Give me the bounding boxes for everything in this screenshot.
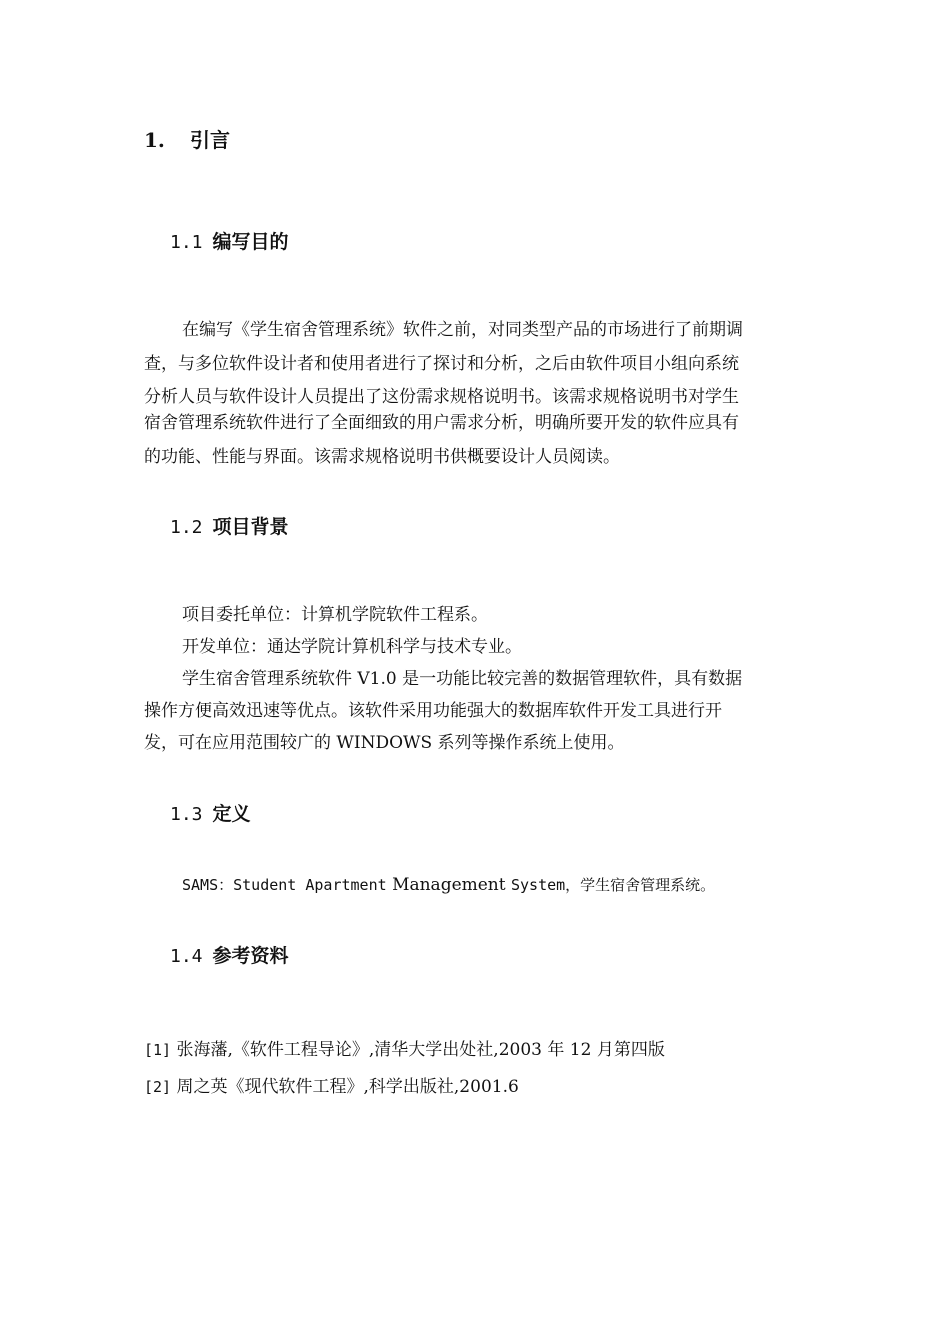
definition-term-end: System，学生宿舍管理系统。 [511,876,716,894]
heading-1 [144,126,230,154]
paragraph-purpose-line-3: 分析人员与软件设计人员提出了这份需求规格说明书。该需求规格说明书对学生 [144,387,739,407]
reference-2-text: 周之英《现代软件工程》,科学出版社,2001.6 [176,1077,519,1097]
paragraph-purpose-line-5: 的功能、性能与界面。该需求规格说明书供概要设计人员阅读。 [144,447,620,467]
definition-abbr: SAMS：Student Apartment [182,876,387,894]
reference-2-label: [2] [144,1078,172,1096]
heading-1-number: 1. [144,128,165,152]
heading-1-2-number: 1.2 [170,517,203,538]
reference-1-label: [1] [144,1041,172,1059]
paragraph-background-line-2: 操作方便高效迅速等优点。该软件采用功能强大的数据库软件开发工具进行开 [144,701,722,721]
paragraph-background-line-3: 发，可在应用范围较广的 WINDOWS 系列等操作系统上使用。 [144,733,625,753]
heading-1-title: 引言 [190,128,230,152]
heading-1-2 [170,513,289,542]
heading-1-3 [170,800,251,829]
paragraph-background-line-1: 学生宿舍管理系统软件 V1.0 是一功能比较完善的数据管理软件，具有数据 [182,669,743,689]
paragraph-purpose-line-2: 查，与多位软件设计者和使用者进行了探讨和分析，之后由软件项目小组向系统 [144,354,739,374]
heading-1-3-number: 1.3 [170,804,203,825]
heading-1-2-title: 项目背景 [212,516,289,538]
reference-1-text: 张海藩,《软件工程导论》,清华大学出处社,2003 年 12 月第四版 [176,1040,665,1060]
heading-1-1-title: 编写目的 [212,231,289,253]
heading-1-4-title: 参考资料 [212,945,289,967]
client-unit: 项目委托单位：计算机学院软件工程系。 [182,605,488,625]
definition-term-mid: Management [392,875,506,895]
developer-unit: 开发单位：通达学院计算机科学与技术专业。 [182,637,522,657]
reference-1 [144,1033,665,1067]
heading-1-1-number: 1.1 [170,232,203,253]
heading-1-1 [170,228,289,257]
paragraph-purpose-line-1: 在编写《学生宿舍管理系统》软件之前，对同类型产品的市场进行了前期调 [182,320,743,340]
definition-sams [182,868,715,902]
heading-1-3-title: 定义 [212,803,251,825]
heading-1-4-number: 1.4 [170,946,203,967]
heading-1-4 [170,942,289,971]
paragraph-purpose-line-4: 宿舍管理系统软件进行了全面细致的用户需求分析，明确所要开发的软件应具有 [144,413,739,433]
reference-2 [144,1070,519,1104]
